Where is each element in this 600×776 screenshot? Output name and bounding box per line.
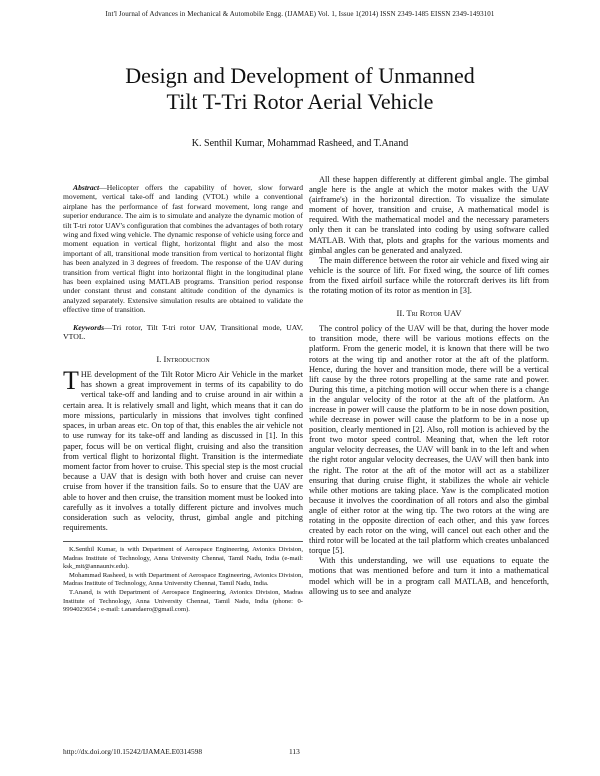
abstract (63, 183, 303, 315)
introduction-text: HE development of the Tilt Rotor Micro Air Vehicle in the market has shown a great improvement in terms of its capability to do vertical take-off and landing and to cruise around in air within a certain area. It is relatively small and light, which means that it can do more missions, particularly in missions that involves tight confined spaces, in urban areas etc. On top of that, this enables the air vehicle not to use runway for its take-off and landing as discussed in [1]. In this paper, focus will be on vertical flight, cruising and also the transition from vertical flight to horizontal flight. Transition is the intermediate moment factor from hover to cruise. This special step is the most crucial because a UAV that is design with both hover and cruise can never cruise from hover if the transition fails. So to ensure that the UAV are able to hover and then cruise, the transition moment must be looked into carefully as it involves a totally different picture and involves much consideration such as velocity, thrust, gimbal angle and pitching requirements. (63, 370, 303, 533)
footnote-2: Mohammad Rasheed, is with Department of Aerospace Engineering, Avionics Division, Madras Institute of Technology, Anna University Chennai, Tamil Nadu, India. (63, 571, 303, 588)
paragraph-lift-source: The main difference between the rotor air vehicle and fixed wing air vehicle is the source of lift. For fixed wing, the source of lift comes from the fixed airfoil surface while the rotorcraft derives its lift from the rotating motion of its rotor as mention in [3]. (309, 255, 549, 296)
paragraph-gimbal-angle: All these happen differently at different gimbal angle. The gimbal angle here is the angle at which the motor makes with the UAV (airframe's) in the horizontal direction. To visualize the simulate moment of hover, transition and cruise, A mathematical model is required. With the mathematical model and the necessary parameters only then it can be translated into coding by using software called MATLAB. With that, plots and graphs for the various moments and gimbal angles can be generated and analyzed. (309, 175, 549, 255)
running-head: Int'l Journal of Advances in Mechanical & Automobile Engg. (IJAMAE) Vol. 1, Issue 1(2014) ISSN 2349-1485 EISSN 2349-1493101 (105, 10, 495, 18)
abstract-label: Abstract (73, 183, 100, 192)
left-column (63, 183, 303, 615)
keywords-label: Keywords (73, 322, 105, 332)
drop-cap: T (63, 366, 79, 396)
author-footnotes (63, 541, 303, 614)
keywords-text: —Tri rotor, Tilt T-tri rotor UAV, Transitional mode, UAV, VTOL. (63, 322, 303, 342)
title-line-1: Design and Development of Unmanned (125, 63, 475, 88)
footnote-3: T.Anand, is with Department of Aerospace Engineering, Avionics Division, Madras Institute of Technology, Anna University Chennai, Tamil Nadu, India (phone: 0-9994023654 ; e-mail: t.anandaero@gmail.com). (63, 589, 303, 613)
keywords (63, 323, 303, 342)
paper-title (0, 63, 600, 115)
paragraph-control-policy: The control policy of the UAV will be that, during the hover mode to transition mode, there will be various motions effects on the platform. From the generic model, it is known that there will be two rotors at the wing tip and another rotor at the aft of the platform. Hence, during the hover and transition mode, there will be a vertical lift cause by the three rotors propelling at the same rate and power. During this time, a pitching motion will occur when there is a change in the angular velocity of the rotor at the aft of the platform. An increase in power will cause the platform to be in nose down position, while decrease in power will cause the platform to be in a nose up position, clearly mentioned in [2]. Also, roll motion is achieved by the front two motor speed control. Meaning that, when the left rotor angular velocity decreases, the UAV will bank in to the left and when the right rotor angular velocity decreases, the UAV will then bank into the right. The rotor at the aft of the motor will act as a stabilizer ensuring that during cruise flight, it stabilizes the whole air vehicle while other motions are taking place. Yaw is the complicated motion because it involves the coordination of all rotors and also the gimbal angle of either rotor at the wing tip. The two rotors at the wing are rotating in the opposite direction of each other, and this yaw forces created by each rotor on the wing, will cancel out each other and the third rotor will be located at the tail platform which creates unbalanced torque [5]. (309, 324, 549, 556)
page-number: 113 (289, 747, 300, 756)
section-heading-introduction: I. Introduction (156, 353, 210, 364)
paragraph-equations: With this understanding, we will use equations to equate the motions that was mentioned before and turn it into a mathematical model which will be in a program call MATLAB, and henceforth, allowing us to see and analyze (309, 556, 549, 596)
right-column (309, 175, 549, 597)
abstract-text: —Helicopter offers the capability of hover, slow forward movement, vertical take-off and landing (VTOL) while a conventional airplane has the performance of fast forward movement, long range and superior endurance. The aim is to simulate and analyze the dynamic motion of tilt T-tri rotor UAV's configuration that combines the advantages of both rotary wing and fixed wing vehicle. The dynamic response of vehicle using force and moment equation in vertical flight, horizontal flight and also the most important of all, transitional mode transition from vertical to horizontal flight has been analyzed in 3 degrees of freedom. The response of the UAV during transition from vertical flight into horizontal flight in the longitudinal plane has been explained using MATLAB programs. Transition period response under constant thrust and constant altitude condition of the dynamics is analyzed separately. Extensive simulation results are obtained to validate the effective time of transition. (63, 183, 303, 315)
author-list: K. Senthil Kumar, Mohammad Rasheed, and T.Anand (191, 138, 409, 149)
doi-link[interactable]: http://dx.doi.org/10.15242/IJAMAE.E0314598 (63, 747, 203, 756)
title-line-2: Tilt T-Tri Rotor Aerial Vehicle (166, 89, 434, 114)
introduction-paragraph (63, 366, 303, 533)
footnote-1: K.Senthil Kumar, is with Department of Aerospace Engineering, Avionics Division, Madras Institute of Technology, Anna University Chennai, Tamil Nadu, India (e-mail: ksk_mit@annauniv.edu). (63, 546, 303, 570)
section-heading-tri-rotor: II. Tri Rotor UAV (396, 308, 462, 319)
